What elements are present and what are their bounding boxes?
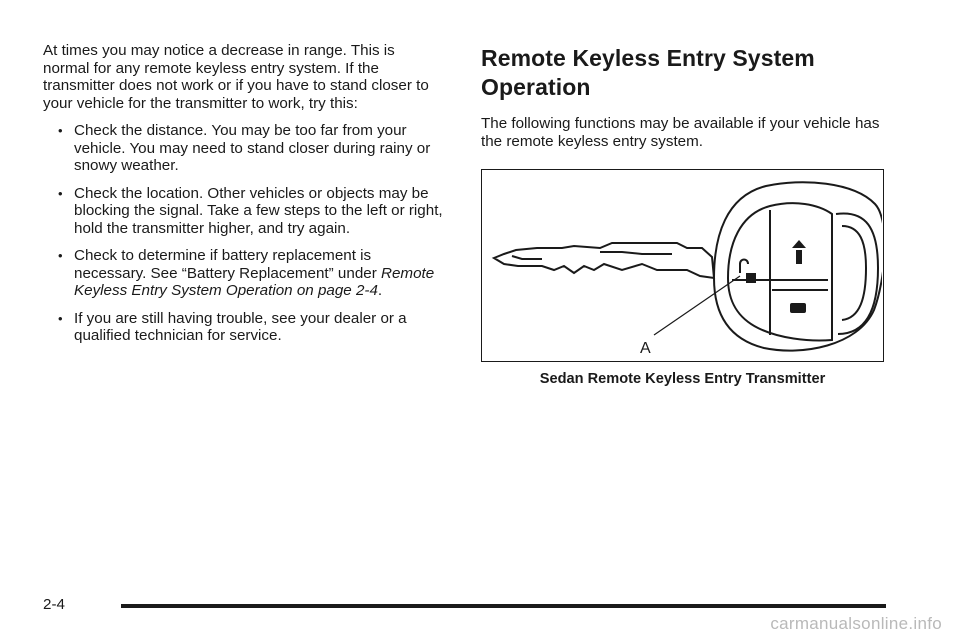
list-item bbox=[43, 247, 443, 300]
bullet-icon: • bbox=[58, 123, 63, 138]
section-intro-text: The following functions may be available if your vehicle has the remote keyless entry system. bbox=[481, 115, 880, 150]
transmitter-illustration bbox=[482, 170, 882, 360]
figure-caption: Sedan Remote Keyless Entry Transmitter bbox=[539, 371, 826, 387]
bullet-icon: • bbox=[58, 248, 63, 263]
list-item bbox=[43, 122, 443, 175]
list-item-text: If you are still having trouble, see your dealer or a qualified technician for service. bbox=[74, 309, 407, 344]
bullet-icon: • bbox=[58, 185, 63, 201]
trunk-release-button-icon bbox=[792, 240, 806, 264]
right-column bbox=[481, 42, 887, 387]
left-column bbox=[43, 42, 443, 345]
list-item-tail: . bbox=[377, 282, 383, 299]
cross-reference-link[interactable]: Remote Keyless Entry System Operation on page 2-4 bbox=[74, 264, 435, 299]
page-number: 2-4 bbox=[43, 596, 65, 613]
fob-face bbox=[728, 203, 832, 340]
range-intro-text: At times you may notice a decrease in range. This is normal for any remote keyless entry system. If the transmitter does not work or if you have to stand closer to your vehicle for the transmitter to work, try this: bbox=[43, 42, 429, 112]
troubleshoot-list bbox=[43, 122, 443, 345]
callout-label: A bbox=[640, 340, 651, 357]
bullet-icon: • bbox=[58, 310, 63, 326]
list-item-text: Check the location. Other vehicles or objects may be blocking the signal. Take a few steps to the left or right, hold the transmitter higher, and try again. bbox=[74, 184, 443, 237]
list-item-text: Check to determine if battery replacement is necessary. See “Battery Replacement” under bbox=[74, 247, 381, 282]
lock-button-icon bbox=[790, 303, 806, 313]
watermark-text: carmanualsonline.info bbox=[770, 614, 942, 633]
section-heading: Remote Keyless Entry System Operation bbox=[481, 45, 815, 100]
transmitter-figure bbox=[481, 169, 884, 362]
list-item bbox=[43, 185, 443, 238]
footer-rule bbox=[121, 604, 886, 608]
list-item bbox=[43, 310, 443, 345]
list-item-text: Check the distance. You may be too far from your vehicle. You may need to stand closer during rainy or snowy weather. bbox=[74, 122, 431, 174]
key-blade-icon bbox=[494, 243, 714, 278]
